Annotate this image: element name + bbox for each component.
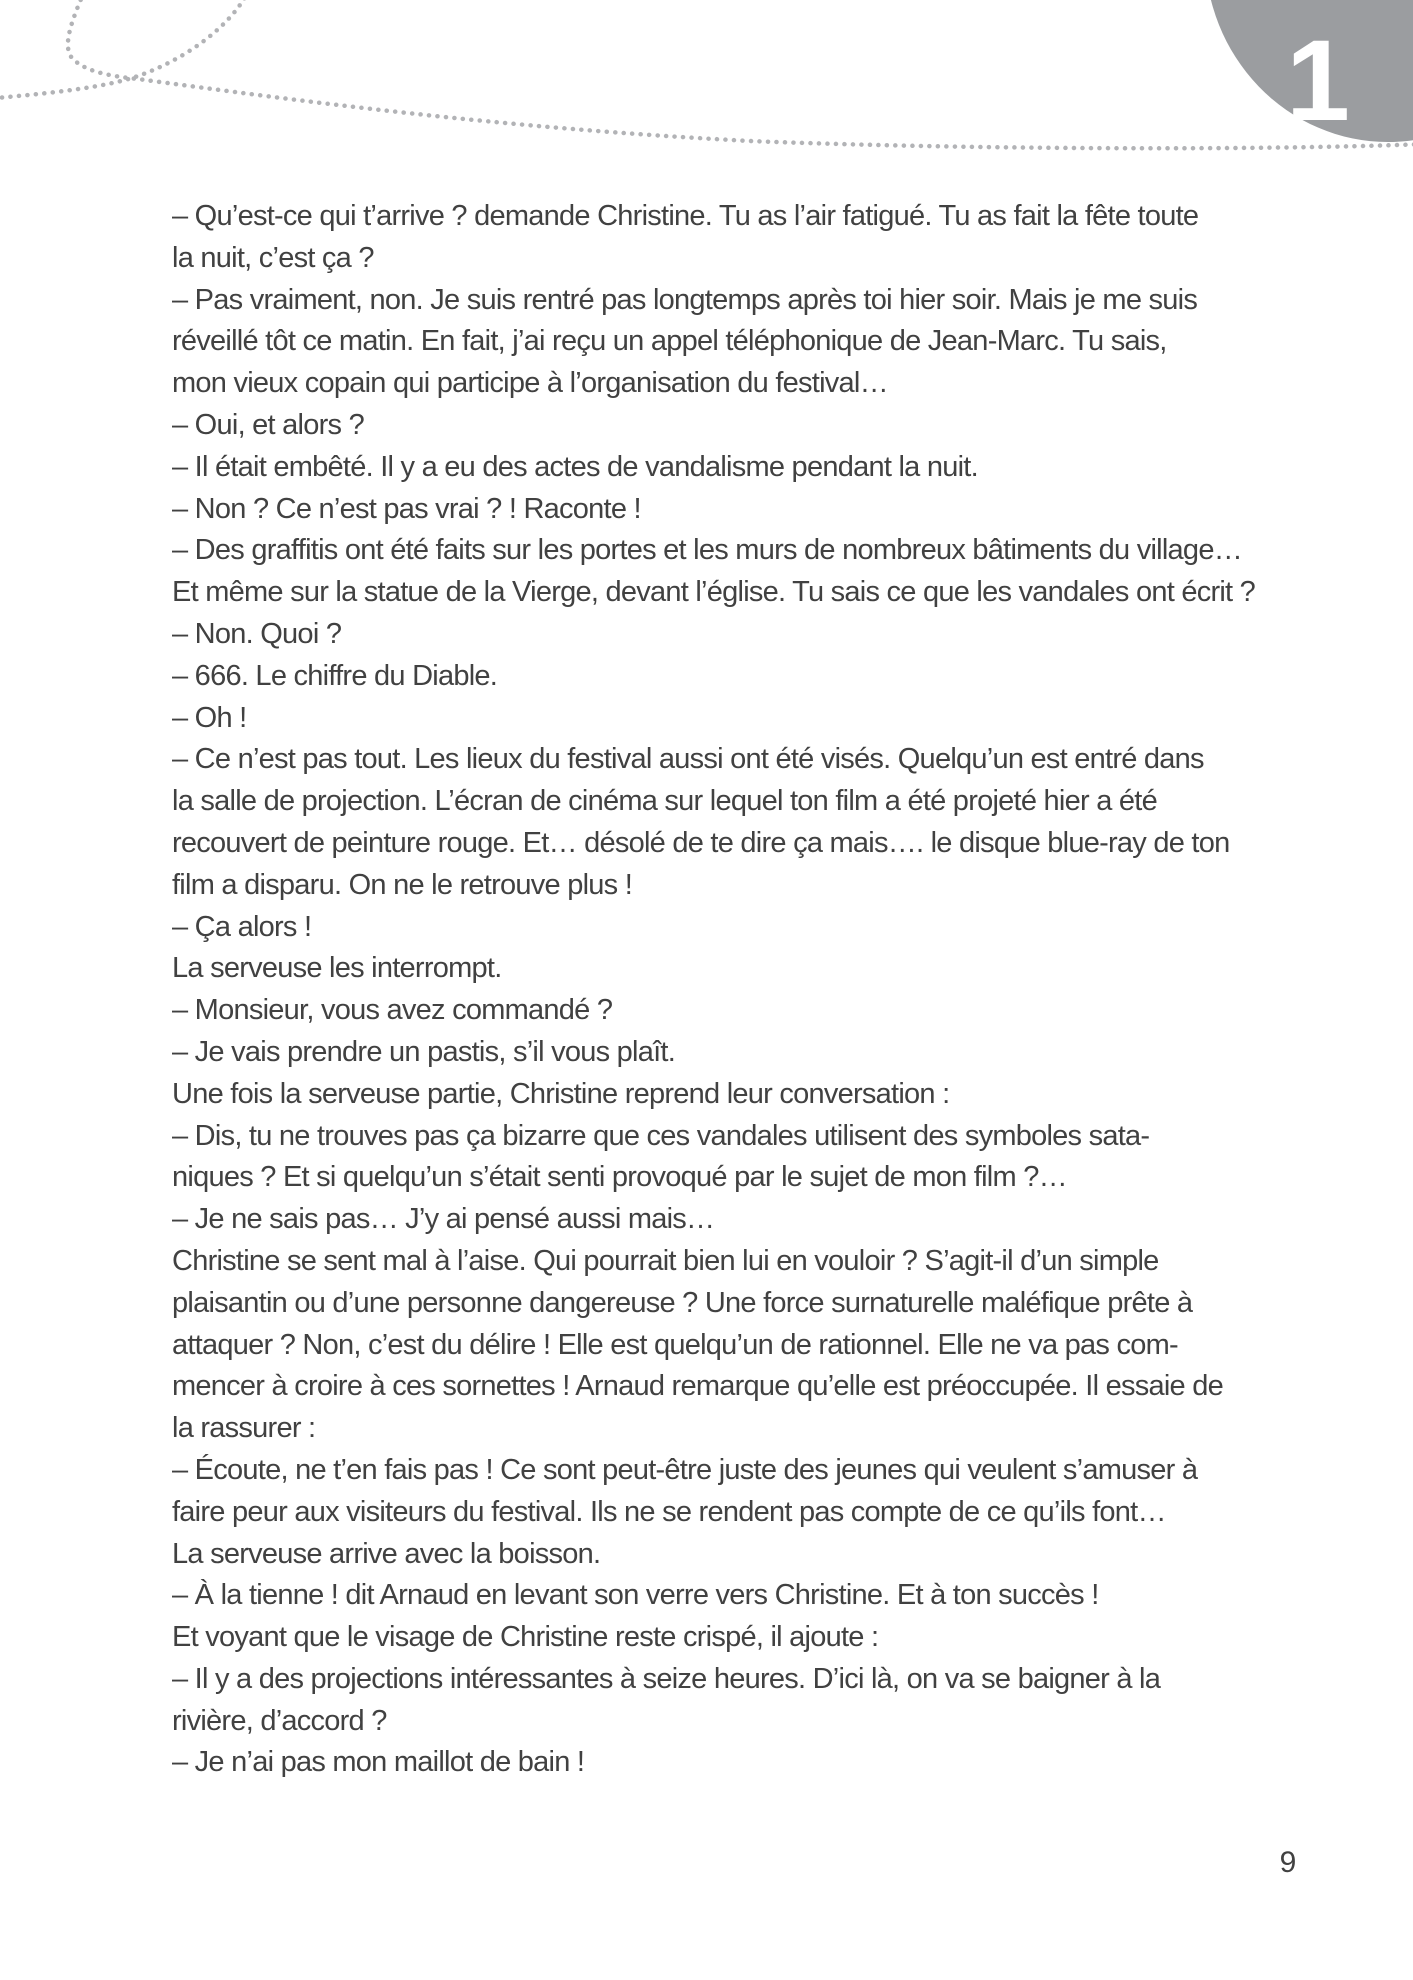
- story-text-block: [172, 196, 1294, 1784]
- dotted-swirl-path-sweep: [68, 0, 1413, 148]
- page-number: 9: [1279, 1846, 1297, 1879]
- story-text-line: Et voyant que le visage de Christine reste crispé, il ajoute :: [172, 1621, 879, 1654]
- story-text-line: – Oui, et alors ?: [172, 408, 364, 441]
- story-text-line: la salle de projection. L’écran de cinéma sur lequel ton film a été projeté hier a été: [172, 785, 1157, 818]
- chapter-number-badge: 1: [1286, 17, 1350, 145]
- story-text-line: – Je vais prendre un pastis, s’il vous plaît.: [172, 1035, 676, 1068]
- story-text-line: la nuit, c’est ça ?: [172, 241, 374, 274]
- story-text-line: – Ça alors !: [172, 910, 312, 943]
- story-text-line: – Dis, tu ne trouves pas ça bizarre que ces vandales utilisent des symboles sata-: [172, 1119, 1150, 1152]
- story-text-line: – Non ? Ce n’est pas vrai ? ! Raconte !: [172, 492, 641, 525]
- story-text-line: – Qu’est-ce qui t’arrive ? demande Christine. Tu as l’air fatigué. Tu as fait la fête toute: [172, 200, 1199, 232]
- story-text-line: mon vieux copain qui participe à l’organisation du festival…: [172, 367, 888, 400]
- story-text-line: – Ce n’est pas tout. Les lieux du festival aussi ont été visés. Quelqu’un est entré dans: [172, 743, 1204, 776]
- story-text-line: La serveuse les interrompt.: [172, 952, 502, 985]
- story-text-line: la rassurer :: [172, 1412, 316, 1445]
- story-text-line: – 666. Le chiffre du Diable.: [172, 659, 498, 692]
- story-text-line: Une fois la serveuse partie, Christine reprend leur conversation :: [172, 1077, 950, 1110]
- story-text-line: La serveuse arrive avec la boisson.: [172, 1537, 601, 1570]
- story-text-line: Et même sur la statue de la Vierge, devant l’église. Tu sais ce que les vandales ont écrit ?: [172, 576, 1256, 609]
- story-text-line: attaquer ? Non, c’est du délire ! Elle est quelqu’un de rationnel. Elle ne va pas com-: [172, 1328, 1178, 1361]
- story-text-line: – Je ne sais pas… J’y ai pensé aussi mais…: [172, 1203, 715, 1236]
- story-text-line: mencer à croire à ces sornettes ! Arnaud remarque qu’elle est préoccupée. Il essaie de: [172, 1370, 1223, 1403]
- story-text-line: recouvert de peinture rouge. Et… désolé de te dire ça mais…. le disque blue-ray de ton: [172, 826, 1230, 859]
- story-text-line: – À la tienne ! dit Arnaud en levant son verre vers Christine. Et à ton succès !: [172, 1579, 1099, 1612]
- story-text-line: – Il était embêté. Il y a eu des actes de vandalisme pendant la nuit.: [172, 450, 978, 483]
- story-text-line: réveillé tôt ce matin. En fait, j’ai reçu un appel téléphonique de Jean-Marc. Tu sais,: [172, 325, 1167, 358]
- story-text-line: film a disparu. On ne le retrouve plus !: [172, 868, 633, 901]
- dotted-swirl-path-loop-right: [0, 0, 248, 99]
- story-text-line: rivière, d’accord ?: [172, 1704, 387, 1737]
- story-text-line: – Écoute, ne t’en fais pas ! Ce sont peut-être juste des jeunes qui veulent s’amuser à: [172, 1453, 1198, 1486]
- story-text-line: – Oh !: [172, 701, 247, 734]
- story-text-line: Christine se sent mal à l’aise. Qui pourrait bien lui en vouloir ? S’agit-il d’un simple: [172, 1244, 1159, 1277]
- story-text-line: plaisantin ou d’une personne dangereuse ? Une force surnaturelle maléfique prête à: [172, 1286, 1193, 1319]
- story-text-line: – Monsieur, vous avez commandé ?: [172, 994, 613, 1027]
- story-text-line: – Des graffitis ont été faits sur les portes et les murs de nombreux bâtiments du village…: [172, 534, 1242, 567]
- story-text-line: – Je n’ai pas mon maillot de bain !: [172, 1746, 585, 1779]
- story-text-line: faire peur aux visiteurs du festival. Ils ne se rendent pas compte de ce qu’ils font…: [172, 1495, 1166, 1528]
- story-text-line: – Pas vraiment, non. Je suis rentré pas longtemps après toi hier soir. Mais je me suis: [172, 283, 1198, 316]
- story-text-line: – Il y a des projections intéressantes à seize heures. D’ici là, on va se baigner à la: [172, 1662, 1161, 1695]
- story-text-line: niques ? Et si quelqu’un s’était senti provoqué par le sujet de mon film ?…: [172, 1161, 1067, 1194]
- story-text-line: – Non. Quoi ?: [172, 617, 342, 650]
